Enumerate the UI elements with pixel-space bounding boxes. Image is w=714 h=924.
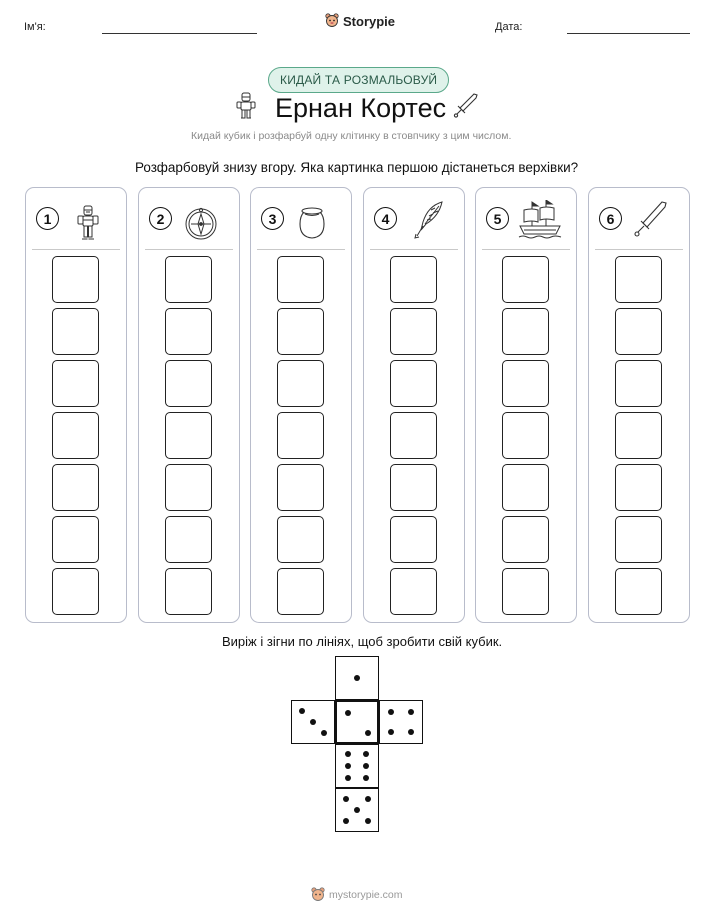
knight-icon xyxy=(76,205,100,246)
color-cell[interactable] xyxy=(615,412,662,459)
date-line[interactable] xyxy=(567,33,690,34)
column-3 xyxy=(250,187,352,623)
column-number: 4 xyxy=(374,207,397,230)
dice-pip xyxy=(388,709,394,715)
dice-face-5 xyxy=(335,788,379,832)
column-number: 5 xyxy=(486,207,509,230)
dice-pip xyxy=(363,751,369,757)
page-title: Ернан Кортес xyxy=(275,93,447,123)
color-cell[interactable] xyxy=(502,308,549,355)
footer xyxy=(311,887,403,903)
column-2 xyxy=(138,187,240,623)
color-cell[interactable] xyxy=(165,308,212,355)
sword-title-icon xyxy=(453,92,479,120)
column-divider xyxy=(32,249,120,250)
dice-pip xyxy=(408,729,414,735)
column-number: 1 xyxy=(36,207,59,230)
color-cell[interactable] xyxy=(165,412,212,459)
color-cell[interactable] xyxy=(615,256,662,303)
color-cell[interactable] xyxy=(615,568,662,615)
color-cell[interactable] xyxy=(52,308,99,355)
dice-pip xyxy=(343,818,349,824)
dice-pip xyxy=(321,730,327,736)
dice-pip xyxy=(299,708,305,714)
color-cell[interactable] xyxy=(165,360,212,407)
column-6 xyxy=(588,187,690,623)
color-cell[interactable] xyxy=(502,464,549,511)
column-number: 2 xyxy=(149,207,172,230)
ship-icon xyxy=(518,200,562,245)
color-cell[interactable] xyxy=(165,516,212,563)
color-cell[interactable] xyxy=(277,464,324,511)
dice-pip xyxy=(365,818,371,824)
color-cell[interactable] xyxy=(390,568,437,615)
dice-pip xyxy=(345,763,351,769)
color-cell[interactable] xyxy=(502,412,549,459)
column-1 xyxy=(25,187,127,623)
dice-instruction: Виріж і зігни по лініях, щоб зробити свій кубик. xyxy=(222,634,503,649)
color-cell[interactable] xyxy=(390,516,437,563)
column-divider xyxy=(145,249,233,250)
footer-url: mystorypie.com xyxy=(329,889,403,901)
color-cell[interactable] xyxy=(165,568,212,615)
name-line[interactable] xyxy=(102,33,257,34)
color-cell[interactable] xyxy=(165,464,212,511)
color-cell[interactable] xyxy=(277,256,324,303)
dice-pip xyxy=(363,763,369,769)
dice-pip xyxy=(363,775,369,781)
color-cell[interactable] xyxy=(502,568,549,615)
dice-pip xyxy=(343,796,349,802)
dice-pip xyxy=(365,730,371,736)
column-divider xyxy=(370,249,458,250)
date-label: Дата: xyxy=(495,21,523,33)
dice-pip xyxy=(345,710,351,716)
color-cell[interactable] xyxy=(502,516,549,563)
dice-pip xyxy=(354,675,360,681)
color-cell[interactable] xyxy=(52,360,99,407)
dice-pip xyxy=(310,719,316,725)
column-divider xyxy=(595,249,683,250)
dice-pip xyxy=(345,775,351,781)
column-number: 3 xyxy=(261,207,284,230)
dice-face-3 xyxy=(291,700,335,744)
brand-name: Storypie xyxy=(343,13,396,29)
dice-face-1 xyxy=(335,656,379,700)
color-cell[interactable] xyxy=(615,516,662,563)
knight-title-icon xyxy=(235,92,257,120)
color-cell[interactable] xyxy=(52,516,99,563)
color-cell[interactable] xyxy=(390,308,437,355)
color-cell[interactable] xyxy=(52,568,99,615)
dice-pip xyxy=(354,807,360,813)
color-cell[interactable] xyxy=(277,412,324,459)
mascot-icon xyxy=(325,13,339,29)
color-cell[interactable] xyxy=(615,308,662,355)
dice-face-4 xyxy=(379,700,423,744)
dice-face-2 xyxy=(335,700,379,744)
dice-pip xyxy=(345,751,351,757)
coloring-instruction: Розфарбовуй знизу вгору. Яка картинка першою дістанеться верхівки? xyxy=(135,160,579,175)
color-cell[interactable] xyxy=(52,412,99,459)
column-5 xyxy=(475,187,577,623)
page-subtitle: Кидай кубик і розфарбуй одну клітинку в стовпчику з цим числом. xyxy=(191,130,512,142)
dice-pip xyxy=(408,709,414,715)
column-number: 6 xyxy=(599,207,622,230)
storypie-logo xyxy=(325,13,395,29)
color-cell[interactable] xyxy=(277,360,324,407)
color-cell[interactable] xyxy=(390,412,437,459)
color-cell[interactable] xyxy=(277,308,324,355)
dice-pip xyxy=(388,729,394,735)
color-cell[interactable] xyxy=(502,256,549,303)
color-cell[interactable] xyxy=(390,256,437,303)
color-cell[interactable] xyxy=(502,360,549,407)
pot-icon xyxy=(294,206,330,245)
dice-pip xyxy=(365,796,371,802)
sword-icon xyxy=(634,200,668,245)
compass-icon xyxy=(184,207,218,246)
color-cell[interactable] xyxy=(277,568,324,615)
name-label: Ім'я: xyxy=(24,21,46,33)
color-cell[interactable] xyxy=(615,464,662,511)
color-cell[interactable] xyxy=(165,256,212,303)
color-cell[interactable] xyxy=(390,464,437,511)
feather-quill-icon xyxy=(413,200,445,245)
mascot-footer-icon xyxy=(311,887,325,903)
column-divider xyxy=(482,249,570,250)
color-cell[interactable] xyxy=(52,256,99,303)
activity-badge: КИДАЙ ТА РОЗМАЛЬОВУЙ xyxy=(268,67,449,93)
color-cell[interactable] xyxy=(277,516,324,563)
color-cell[interactable] xyxy=(390,360,437,407)
column-divider xyxy=(257,249,345,250)
color-cell[interactable] xyxy=(615,360,662,407)
dice-face-6 xyxy=(335,744,379,788)
color-cell[interactable] xyxy=(52,464,99,511)
column-4 xyxy=(363,187,465,623)
